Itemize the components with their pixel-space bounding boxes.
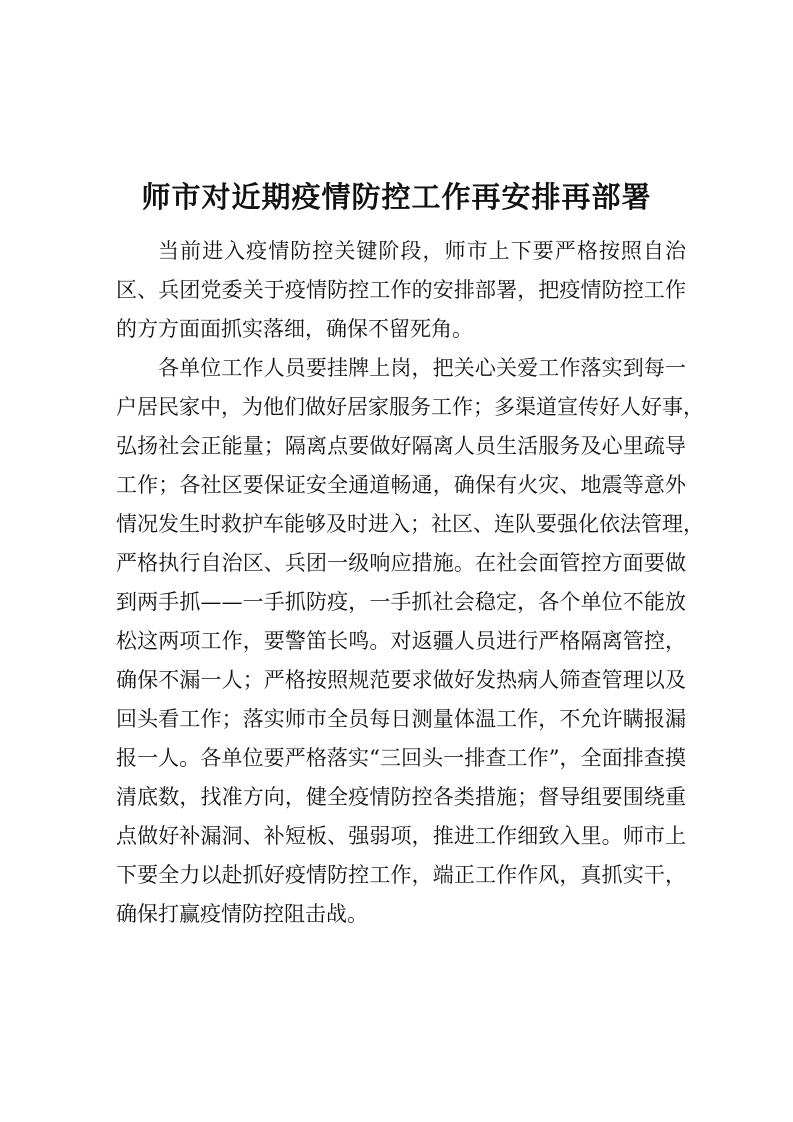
paragraph-line: 回头看工作；落实师市全员每日测量体温工作，不允许瞒报漏	[116, 707, 686, 731]
paragraph-line: 当前进入疫情防控关键阶段，师市上下要严格按照自治	[158, 239, 686, 263]
paragraph-line: 确保不漏一人；严格按照规范要求做好发热病人筛查管理以及	[116, 668, 686, 692]
paragraph-line: 各单位工作人员要挂牌上岗，把关心关爱工作落实到每一	[158, 356, 686, 380]
paragraph-line: 区、兵团党委关于疫情防控工作的安排部署，把疫情防控工作	[116, 278, 686, 302]
document-body	[116, 232, 704, 934]
paragraph-line: 工作；各社区要保证安全通道畅通，确保有火灾、地震等意外	[116, 473, 686, 497]
paragraph-line: 下要全力以赴抓好疫情防控工作，端正工作作风，真抓实干，	[116, 863, 686, 887]
paragraph-line: 确保打赢疫情防控阻击战。	[116, 902, 368, 926]
document-title: 师市对近期疫情防控工作再安排再部署	[141, 180, 652, 215]
paragraph-line: 弘扬社会正能量；隔离点要做好隔离人员生活服务及心里疏导	[116, 434, 686, 458]
paragraph	[116, 232, 686, 349]
paragraph-line: 清底数，找准方向，健全疫情防控各类措施；督导组要围绕重	[116, 785, 686, 809]
paragraph-line: 的方方面面抓实落细，确保不留死角。	[116, 317, 473, 341]
paragraph-line: 严格执行自治区、兵团一级响应措施。在社会面管控方面要做	[116, 551, 686, 575]
paragraph-line: 点做好补漏洞、补短板、强弱项，推进工作细致入里。师市上	[116, 824, 686, 848]
paragraph-line: 松这两项工作，要警笛长鸣。对返疆人员进行严格隔离管控，	[116, 629, 686, 653]
paragraph-line: 到两手抓——一手抓防疫，一手抓社会稳定，各个单位不能放	[116, 590, 686, 614]
paragraph-line: 情况发生时救护车能够及时进入；社区、连队要强化依法管理，	[116, 512, 704, 536]
paragraph-line: 报一人。各单位要严格落实“三回头一排查工作”，全面排查摸	[116, 746, 686, 770]
paragraph-line: 户居民家中，为他们做好居家服务工作；多渠道宣传好人好事，	[116, 395, 704, 419]
paragraph	[116, 349, 704, 934]
